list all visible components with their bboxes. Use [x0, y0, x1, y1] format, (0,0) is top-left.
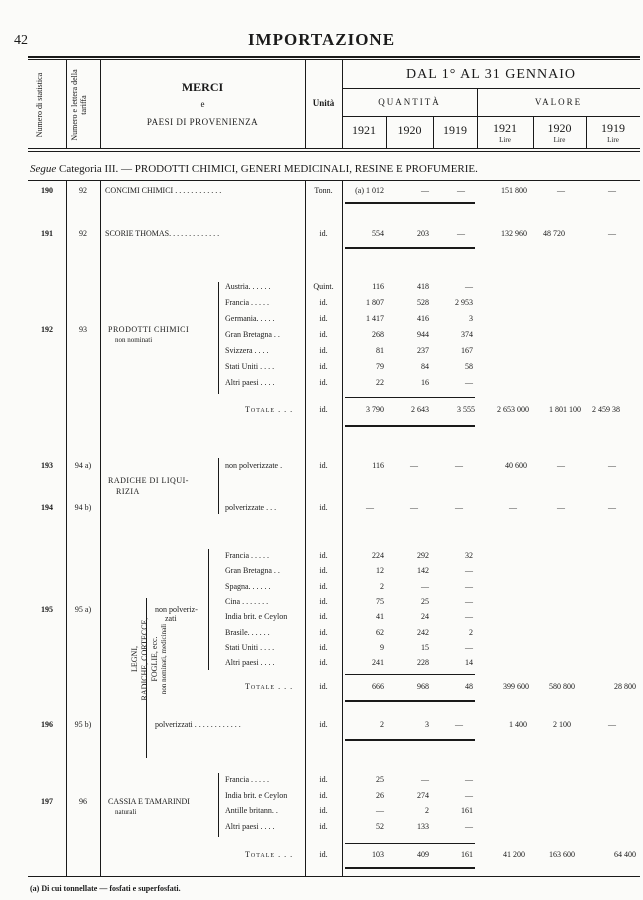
unit: id.	[319, 314, 328, 323]
qty-1921: 75	[376, 596, 384, 606]
stat-num: 196	[41, 720, 53, 729]
page-title: IMPORTAZIONE	[247, 30, 396, 49]
val-1920: —	[557, 186, 565, 195]
col-head-e: e	[200, 99, 205, 109]
year-v3: 1919	[601, 121, 625, 135]
qty-1920: 2	[425, 806, 429, 815]
category-text: Categoria III. — PRODOTTI CHIMICI, GENERI MEDICINALI, RESINE E PROFUMERIE.	[59, 163, 478, 175]
tariff-num: 92	[79, 186, 87, 195]
val-1919: —	[608, 720, 616, 729]
item-subname: polverizzate . . .	[225, 503, 277, 512]
country-name: Stati Uniti . . . .	[225, 362, 275, 371]
col-head-tariffa: Numero e lettera della tariffa	[70, 69, 88, 141]
total-qty-1919: 48	[465, 682, 473, 691]
val-1920: —	[557, 461, 565, 470]
country-name: Altri paesi . . . .	[225, 378, 275, 387]
qty-1920: 228	[417, 658, 429, 668]
qty-1920: 142	[417, 566, 429, 576]
country-name: India brit. e Ceylon	[225, 612, 288, 622]
qty-1921: 224	[372, 551, 384, 560]
col-head-valore: VALORE	[534, 97, 583, 107]
qty-1919: —	[457, 229, 465, 238]
total-qty-1920: 968	[417, 682, 429, 691]
page-number: 42	[14, 33, 28, 48]
vertical-label-2: RADICHE, CORTECCE,	[140, 617, 149, 701]
item-name-cont: RIZIA	[116, 487, 140, 496]
val-1919: —	[608, 461, 616, 470]
total-rule	[345, 202, 475, 204]
subtotal-rule	[345, 397, 475, 398]
total-qty-1921: 3 790	[366, 405, 384, 414]
item-subname-cont: zati	[165, 614, 177, 623]
header-bottom-rule-thin	[28, 151, 640, 152]
qty-1921: —	[366, 503, 374, 512]
qty-1920: 418	[417, 282, 429, 291]
col-head-quantita: QUANTITÀ	[378, 97, 441, 107]
qty-1919: 14	[465, 658, 473, 668]
stat-num: 192	[41, 325, 53, 334]
year-v1: 1921	[493, 121, 517, 135]
qty-1921: 41	[376, 612, 384, 622]
unit: id.	[319, 775, 328, 784]
vertical-label-3: FOGLIE, ecc.	[150, 636, 159, 682]
item-name: CONCIMI CHIMICI . . . . . . . . . . . .	[105, 186, 222, 195]
qty-1919: 2	[469, 627, 473, 637]
qty-1920: —	[410, 461, 418, 470]
country-name: Cina . . . . . . .	[225, 596, 269, 606]
qty-1921: 81	[376, 346, 384, 355]
unit: id.	[319, 581, 328, 591]
country-name: Altri paesi . . . .	[225, 658, 275, 668]
qty-1921: 25	[376, 775, 384, 784]
qty-1920: 133	[417, 821, 429, 831]
unit: id.	[319, 229, 328, 238]
qty-1919: —	[465, 612, 473, 622]
qty-1919: —	[465, 821, 473, 831]
total-val-1921: 41 200	[503, 850, 525, 859]
qty-1919: —	[465, 775, 473, 784]
vertical-label-4: non nominati, medicinali	[160, 623, 168, 695]
qty-1921: 554	[372, 229, 384, 238]
qty-1920: —	[421, 775, 429, 784]
stat-num: 197	[41, 797, 53, 806]
subtotal-rule	[345, 843, 475, 844]
val-1921: —	[509, 503, 517, 512]
tariff-num: 95 a)	[74, 605, 92, 614]
qty-1920: —	[421, 581, 429, 591]
year-q2: 1920	[397, 123, 422, 137]
qty-1919: —	[465, 790, 473, 800]
item-name: CASSIA E TAMARINDI	[108, 797, 190, 806]
unit: Quint.	[313, 282, 334, 291]
qty-1920: 274	[417, 790, 429, 800]
unit: id.	[319, 461, 328, 470]
total-label: Totale . . .	[245, 405, 294, 414]
item-subname: non polveriz-	[155, 605, 198, 614]
qty-1920: 237	[417, 346, 429, 355]
brace	[208, 549, 209, 670]
qty-1919: —	[455, 461, 463, 470]
val-1919: —	[608, 503, 616, 512]
qty-1919: —	[457, 186, 465, 195]
val-1920: 2 100	[553, 720, 571, 729]
unit: id.	[319, 790, 328, 800]
col-divider	[66, 60, 67, 148]
qty-1920: 15	[421, 642, 429, 652]
unit: id.	[319, 298, 328, 307]
total-val-1920: 1 801 100	[549, 405, 581, 414]
qty-1921: (a) 1 012	[355, 186, 384, 195]
qty-1921: 1 417	[366, 314, 384, 323]
total-rule	[345, 425, 475, 427]
year-v2: 1920	[547, 121, 572, 135]
qty-1920: 24	[421, 612, 429, 622]
total-qty-1920: 2 643	[411, 405, 429, 414]
total-val-1920: 580 800	[549, 682, 575, 691]
body-divider	[100, 181, 101, 876]
qty-1921: 79	[376, 362, 384, 371]
qty-1920: —	[421, 186, 429, 195]
country-name: Altri paesi . . . .	[225, 821, 275, 831]
unit: id.	[319, 682, 328, 691]
table-bottom-rule	[28, 876, 640, 877]
total-rule	[345, 739, 475, 741]
val-1921: 132 960	[501, 229, 527, 238]
unit: id.	[319, 405, 328, 414]
unit: id.	[319, 612, 328, 622]
total-label: Totale . . .	[245, 682, 294, 691]
unit: id.	[319, 642, 328, 652]
qty-1920: 528	[417, 298, 429, 307]
total-val-1921: 399 600	[503, 682, 529, 691]
tariff-num: 92	[79, 229, 87, 238]
qty-1919: 167	[461, 346, 473, 355]
qty-1919: —	[465, 378, 473, 387]
qty-1919: —	[465, 282, 473, 291]
qty-1919: 374	[461, 330, 473, 339]
subtotal-rule	[345, 674, 475, 675]
col-head-paesi: PAESI DI PROVENIENZA	[146, 117, 259, 127]
item-subname: non polverizzate .	[225, 461, 283, 470]
footnote: (a) Di cui tonnellate — fosfati e superfosfati.	[30, 884, 181, 893]
total-val-1920: 163 600	[549, 850, 575, 859]
qty-1919: —	[465, 581, 473, 591]
category-segue: Segue	[30, 163, 57, 175]
unit: id.	[319, 821, 328, 831]
qty-1920: 203	[417, 229, 429, 238]
item-subname: non nominati	[115, 336, 153, 344]
total-rule	[345, 700, 475, 702]
qty-1921: 52	[376, 821, 384, 831]
brace	[218, 282, 219, 394]
unit: id.	[319, 850, 328, 859]
qty-1919: —	[455, 720, 463, 729]
country-name: Gran Bretagna . .	[225, 330, 280, 339]
qty-1921: 268	[372, 330, 384, 339]
qty-1920: 242	[417, 627, 429, 637]
country-name: Stati Uniti . . . .	[225, 642, 275, 652]
total-qty-1921: 666	[372, 682, 384, 691]
qty-1920: 944	[417, 330, 429, 339]
tariff-num: 93	[79, 325, 87, 334]
qty-1920: —	[410, 503, 418, 512]
header-top-rule	[28, 56, 640, 58]
unit: id.	[319, 503, 328, 512]
qty-1919: 161	[461, 806, 473, 815]
tariff-num: 96	[79, 797, 87, 806]
unit: id.	[319, 806, 328, 815]
brace	[218, 773, 219, 837]
qty-1920: 25	[421, 596, 429, 606]
stat-num: 190	[41, 186, 53, 195]
qty-1920: 16	[421, 378, 429, 387]
item-name: SCORIE THOMAS. . . . . . . . . . . . .	[105, 229, 220, 238]
item-subname: naturali	[115, 808, 137, 816]
qty-1919: —	[455, 503, 463, 512]
period-rule	[342, 88, 640, 89]
qty-1921: 1 807	[366, 298, 384, 307]
val-1920: 48 720	[543, 229, 565, 238]
unit: id.	[319, 627, 328, 637]
unit: id.	[319, 330, 328, 339]
unit: id.	[319, 566, 328, 576]
country-name: Spagna. . . . . .	[225, 581, 271, 591]
total-qty-1921: 103	[372, 850, 384, 859]
qty-1921: 116	[372, 461, 384, 470]
total-qty-1920: 409	[417, 850, 429, 859]
total-val-1921: 2 653 000	[497, 405, 529, 414]
val-1921: 151 800	[501, 186, 527, 195]
qty-1921: 62	[376, 627, 384, 637]
qty-1921: 22	[376, 378, 384, 387]
col-head-unita: Unità	[312, 98, 335, 108]
val-1919: —	[608, 229, 616, 238]
qty-1921: 9	[380, 642, 384, 652]
unit: id.	[319, 720, 328, 729]
val-1921: 40 600	[505, 461, 527, 470]
year-q1: 1921	[352, 123, 376, 137]
country-name: Francia . . . . .	[225, 551, 269, 560]
vertical-label-1: LEGNI,	[130, 646, 139, 672]
qty-1919: 32	[465, 551, 473, 560]
qty-1919: 2 953	[455, 298, 473, 307]
qty-1921: —	[376, 806, 384, 815]
qty-1920: 292	[417, 551, 429, 560]
unit: id.	[319, 596, 328, 606]
qty-1919: 58	[465, 362, 473, 371]
unit: id.	[319, 378, 328, 387]
year-q3: 1919	[443, 123, 467, 137]
country-name: India brit. e Ceylon	[225, 790, 288, 800]
unit: id.	[319, 658, 328, 668]
total-val-1919: 2 459 38	[592, 405, 620, 414]
val-1921: 1 400	[509, 720, 527, 729]
qty-1921: 116	[372, 282, 384, 291]
val-1920: —	[557, 503, 565, 512]
stat-num: 195	[41, 605, 53, 614]
total-qty-1919: 3 555	[457, 405, 475, 414]
stat-num: 191	[41, 229, 53, 238]
country-name: Francia . . . . .	[225, 298, 269, 307]
lire-v2: Lire	[553, 136, 566, 144]
country-name: Germania. . . . .	[225, 314, 275, 323]
qty-1921: 241	[372, 658, 384, 668]
unit: id.	[319, 362, 328, 371]
unit: id.	[319, 551, 328, 560]
qty-1920: 3	[425, 720, 429, 729]
qty-1920: 416	[417, 314, 429, 323]
col-head-merci: MERCI	[181, 80, 224, 94]
tariff-num: 95 b)	[74, 720, 92, 729]
country-name: Brasile. . . . . .	[225, 627, 270, 637]
qty-1921: 2	[380, 720, 384, 729]
country-name: Antille britann. .	[225, 806, 278, 815]
qty-1919: —	[465, 596, 473, 606]
stat-num: 193	[41, 461, 53, 470]
unit: id.	[319, 346, 328, 355]
country-name: Austria. . . . . .	[225, 282, 271, 291]
item-subname: polverizzati . . . . . . . . . . . .	[155, 720, 241, 729]
total-rule	[345, 867, 475, 869]
val-1919: —	[608, 186, 616, 195]
country-name: Francia . . . . .	[225, 775, 269, 784]
country-name: Gran Bretagna . .	[225, 566, 280, 576]
col-head-numero: Numero di statistica	[35, 72, 44, 138]
qty-1919: —	[465, 566, 473, 576]
header-bottom-rule	[28, 148, 640, 149]
brace	[146, 598, 147, 758]
qty-1921: 2	[380, 581, 384, 591]
total-label: Totale . . .	[245, 850, 294, 859]
col-head-period: DAL 1° AL 31 GENNAIO	[406, 67, 576, 82]
qty-1921: 26	[376, 790, 384, 800]
total-val-1919: 64 400	[614, 850, 636, 859]
total-qty-1919: 161	[461, 850, 473, 859]
country-name: Svizzera . . . .	[225, 346, 269, 355]
body-divider	[66, 181, 67, 876]
category-heading	[30, 163, 478, 175]
stat-num: 194	[41, 503, 53, 512]
tariff-num: 94 b)	[74, 503, 92, 512]
qty-1919: 3	[469, 314, 473, 323]
lire-v3: Lire	[607, 136, 619, 144]
lire-v1: Lire	[499, 136, 511, 144]
header-top-rule-thin	[28, 59, 640, 60]
item-name: RADICHE DI LIQUI-	[108, 476, 189, 485]
total-val-1919: 28 800	[614, 682, 636, 691]
qty-1921: 12	[376, 566, 384, 576]
brace	[218, 458, 219, 514]
qty-1919: —	[465, 642, 473, 652]
total-rule	[345, 247, 475, 249]
item-name: PRODOTTI CHIMICI	[108, 325, 190, 334]
unit: Tonn.	[314, 186, 333, 195]
qty-1920: 84	[421, 362, 429, 371]
category-rule	[28, 180, 640, 181]
tariff-num: 94 a)	[74, 461, 92, 470]
